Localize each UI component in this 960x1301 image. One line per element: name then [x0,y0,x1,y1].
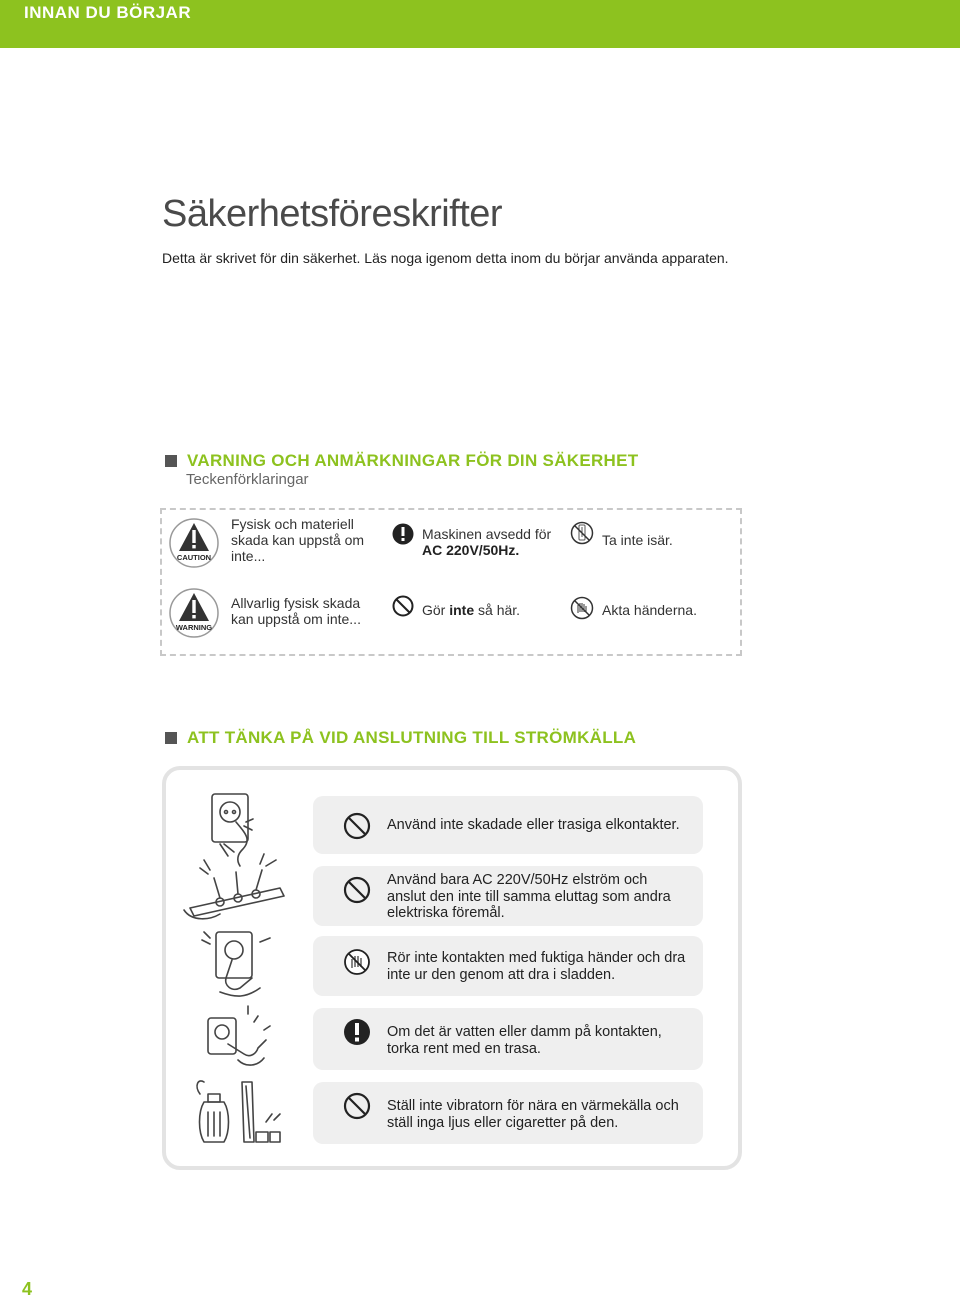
bullet-square-icon [165,732,177,744]
rule-text: Använd bara AC 220V/50Hz elström och anslut den inte till samma eluttag som andra elektriska föremål. [387,872,671,921]
caution-icon-label: CAUTION [176,553,212,562]
careful-hands-icon [570,596,594,620]
rule-item-5 [313,1082,703,1144]
warning-icon [168,587,220,639]
section-heading-warnings: VARNING OCH ANMÄRKNINGAR FÖR DIN SÄKERHET [165,451,638,471]
legend-voltage-text: Maskinen avsedd för [422,526,552,542]
legend-warning-text: Allvarlig fysisk skada kan uppstå om inte... [231,595,361,627]
wet-hands-icon [343,948,371,976]
section-heading-power: ATT TÄNKA PÅ VID ANSLUTNING TILL STRÖMKÄLLA [165,728,636,748]
bullet-square-icon [165,455,177,467]
rule-item-1 [313,796,703,854]
page-title: Säkerhetsföreskrifter [162,193,503,235]
legend-caution-text: Fysisk och materiell skada kan uppstå om inte... [231,516,365,564]
illustration-plugs [180,782,300,1162]
prohibited-icon [392,595,414,617]
rule-text: Om det är vatten eller damm på kontakten, torka rent med en trasa. [387,1024,662,1057]
prohibited-icon [343,1092,371,1120]
warning-icon-label: WARNING [175,623,213,632]
no-disassemble-icon [570,521,594,545]
prohibited-icon [343,876,371,904]
header-label: INNAN DU BÖRJAR [24,3,192,22]
page-number: 4 [22,1279,33,1299]
prohibited-icon [343,812,371,840]
legend-subheading: Teckenförklaringar [186,471,309,488]
rule-item-3 [313,936,703,996]
header-bar [0,0,960,48]
caution-icon [168,517,220,569]
legend-disassemble: Ta inte isär. [602,532,673,548]
rule-item-2 [313,866,703,926]
rule-text: Ställ inte vibratorn för nära en värmekälla och ställ inga ljus eller cigaretter på den. [387,1098,679,1131]
legend-dont: Gör inte så här. [422,602,521,618]
legend-voltage-bold: AC 220V/50Hz. [422,542,520,558]
exclamation-icon [343,1018,371,1046]
rule-text: Använd inte skadade eller trasiga elkontakter. [387,817,680,833]
exclamation-icon [392,523,414,545]
legend-voltage [422,526,572,558]
rule-text: Rör inte kontakten med fuktiga händer och dra inte ur den genom att dra i sladden. [387,950,686,983]
legend-hands: Akta händerna. [602,602,697,618]
rule-item-4 [313,1008,703,1070]
page-subtitle: Detta är skrivet för din säkerhet. Läs noga igenom detta inom du börjar använda apparaten. [162,250,729,266]
